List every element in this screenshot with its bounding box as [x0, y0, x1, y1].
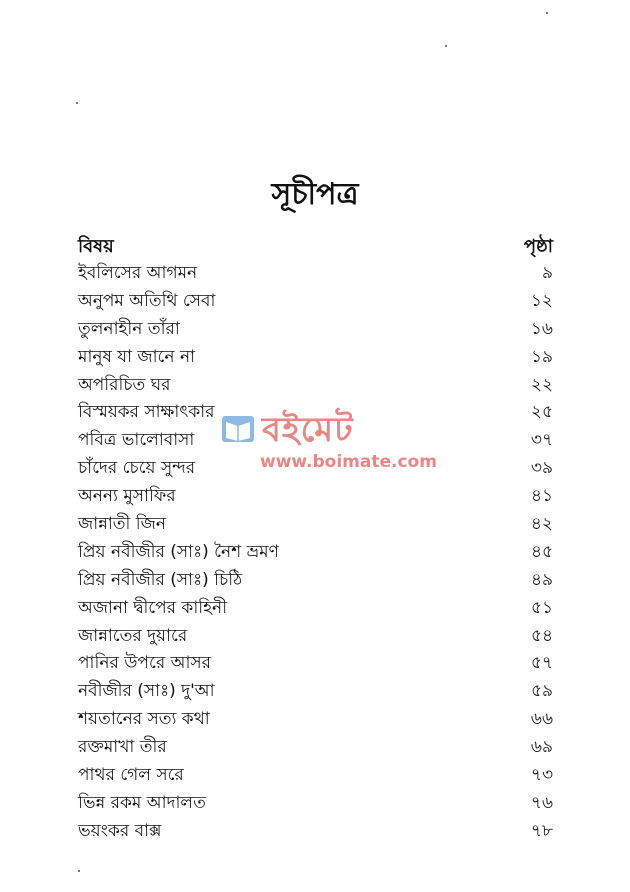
toc-row — [78, 344, 553, 372]
toc-row — [78, 567, 553, 595]
toc-page-number: ৭৩ — [530, 764, 553, 785]
toc-row — [78, 539, 553, 567]
toc-title: অনন্য মুসাফির — [78, 486, 176, 507]
toc-page-number: ৫৭ — [530, 653, 553, 674]
toc-title: ভয়ংকর বাক্স — [78, 820, 162, 841]
toc-page-number: ৪২ — [530, 513, 553, 534]
watermark-brand: বইমেট — [262, 410, 354, 450]
toc-title: জান্নাতী জিন — [78, 513, 167, 534]
toc-page-number: ১৯ — [530, 346, 553, 367]
book-icon — [220, 412, 256, 446]
toc-page-number: ৩৭ — [530, 430, 553, 451]
toc-title: রক্তমাখা তীর — [78, 737, 167, 758]
toc-page-number: ৭৬ — [530, 792, 553, 813]
toc-title: পবিত্র ভালোবাসা — [78, 430, 195, 451]
toc-title: প্রিয় নবীজীর (সাঃ) চিঠি — [78, 569, 243, 590]
toc-page-number: ৬৯ — [530, 737, 553, 758]
speck — [78, 870, 80, 872]
toc-row — [78, 511, 553, 539]
table-of-contents — [78, 260, 553, 846]
toc-page-number: ৪৫ — [530, 541, 553, 562]
toc-page-number: ৩৯ — [530, 458, 553, 479]
watermark-url: www.boimate.com — [260, 452, 437, 472]
toc-page-number: ৪১ — [530, 486, 553, 507]
toc-row — [78, 483, 553, 511]
toc-title: চাঁদের চেয়ে সুন্দর — [78, 458, 196, 479]
toc-page-number: ৪৯ — [530, 569, 553, 590]
toc-page-number: ১২ — [530, 290, 553, 311]
toc-row — [78, 734, 553, 762]
speck — [445, 45, 447, 47]
toc-page-number: ২২ — [530, 374, 553, 395]
speck — [546, 12, 548, 14]
toc-row — [78, 623, 553, 651]
toc-page-number: ৯ — [541, 262, 553, 283]
toc-page-number: ৬৬ — [530, 709, 553, 730]
toc-title: শয়তানের সত্য কথা — [78, 709, 210, 730]
toc-row — [78, 678, 553, 706]
toc-row — [78, 372, 553, 400]
toc-title: তুলনাহীন তাঁরা — [78, 318, 180, 339]
toc-row — [78, 260, 553, 288]
toc-title: অপরিচিত ঘর — [78, 374, 171, 395]
toc-row — [78, 595, 553, 623]
toc-page-number: ৫১ — [530, 597, 553, 618]
toc-row — [78, 818, 553, 846]
toc-page-number: ১৬ — [530, 318, 553, 339]
page-title: সূচীপত্র — [271, 177, 359, 212]
toc-page-number: ৭৮ — [530, 820, 553, 841]
toc-title: পাথর গেল সরে — [78, 764, 184, 785]
watermark — [220, 402, 437, 482]
toc-title: ইবলিসের আগমন — [78, 262, 198, 283]
toc-row — [78, 288, 553, 316]
speck — [76, 102, 78, 104]
toc-row — [78, 706, 553, 734]
toc-title: নবীজীর (সাঃ) দু'আ — [78, 681, 215, 702]
toc-title: ভিন্ন রকম আদালত — [78, 792, 206, 813]
toc-title: অনুপম অতিথি সেবা — [78, 290, 216, 311]
toc-title: অজানা দ্বীপের কাহিনী — [78, 597, 228, 618]
toc-header — [78, 232, 553, 263]
toc-row — [78, 316, 553, 344]
header-subject: বিষয় — [78, 236, 114, 257]
toc-page-number: ৫৪ — [530, 625, 553, 646]
toc-title: বিস্ময়কর সাক্ষাৎকার — [78, 402, 215, 423]
toc-page-number: ২৫ — [530, 402, 553, 423]
toc-title: মানুষ যা জানে না — [78, 346, 196, 367]
toc-row — [78, 650, 553, 678]
toc-title: প্রিয় নবীজীর (সাঃ) নৈশ ভ্রমণ — [78, 541, 279, 562]
toc-title: জান্নাতের দুয়ারে — [78, 625, 188, 646]
toc-title: পানির উপরে আসর — [78, 653, 212, 674]
toc-page-number: ৫৯ — [530, 681, 553, 702]
toc-row — [78, 790, 553, 818]
toc-row — [78, 762, 553, 790]
header-page: পৃষ্ঠা — [523, 236, 553, 257]
